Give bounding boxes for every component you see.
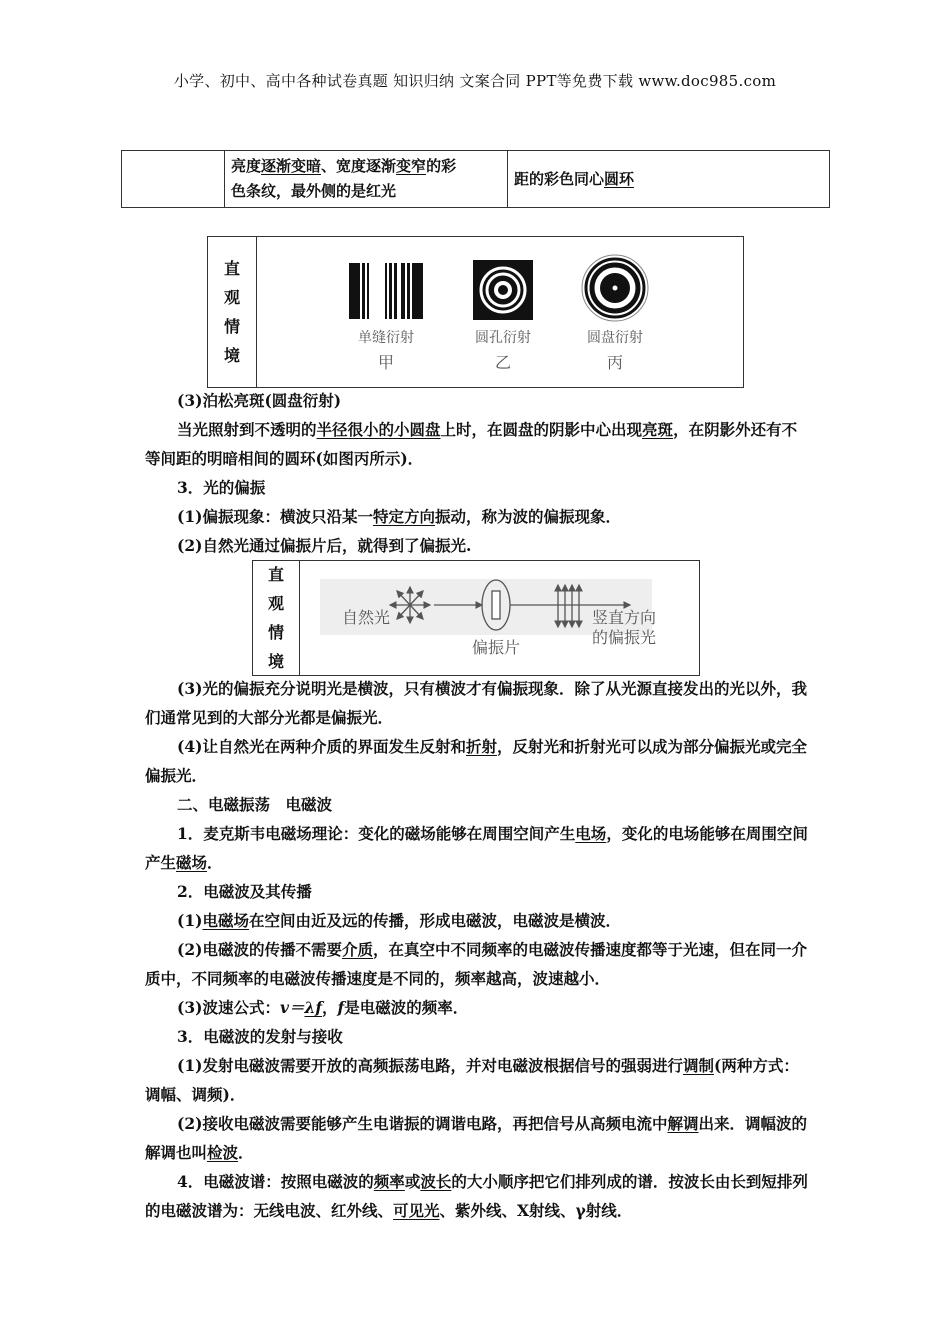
polarization-illustration bbox=[300, 561, 699, 675]
spectrum-paragraph: 4．电磁波谱：按照电磁波的频率或波长的大小顺序把它们排列成的谱．按波长由长到短排列的电磁波谱为：无线电波、红外线、可见光、紫外线、X射线、γ射线． bbox=[145, 1172, 808, 1220]
middle-cell: 亮度逐渐变暗、宽度逐渐变窄的彩 色条纹，最外侧的是红光 bbox=[225, 151, 508, 208]
transmission-item-1: (1)发射电磁波需要开放的高频振荡电路，并对电磁波根据信号的强弱进行调制(两种方式：调幅、调频)． bbox=[145, 1056, 799, 1104]
polarization-item-3: (3)光的偏振充分说明光是横波，只有横波才有偏振现象．除了从光源直接发出的光以外，我们通常见到的大部分光都是偏振光． bbox=[145, 679, 807, 727]
transmission-item-2: (2)接收电磁波需要能够产生电谐振的调谐电路，再把信号从高频电流中解调出来．调幅波的解调也叫检波． bbox=[145, 1114, 807, 1162]
mark-yi: 乙 bbox=[494, 353, 512, 372]
maxwell-theory: 1．麦克斯韦电磁场理论：变化的磁场能够在周围空间产生电场，变化的电场能够在周围空间产生磁场． bbox=[145, 824, 808, 872]
propagation-item-3: (3)波速公式：v＝λf，f是电磁波的频率． bbox=[177, 998, 469, 1017]
section-em-title: 二、电磁振荡 电磁波 bbox=[177, 795, 333, 814]
propagation-item-2: (2)电磁波的传播不需要介质，在真空中不同频率的电磁波传播速度都等于光速，但在同一介质中，不同频率的电磁波传播速度是不同的，频率越高，波速越小． bbox=[145, 940, 807, 988]
mark-jia: 甲 bbox=[377, 353, 395, 372]
right-cell: 距的彩色同心圆环 bbox=[508, 151, 830, 208]
output-label-1: 竖直方向 bbox=[592, 608, 657, 627]
single-slit-pattern bbox=[348, 262, 424, 320]
output-label-2: 的偏振光 bbox=[592, 628, 657, 647]
empty-cell bbox=[122, 151, 225, 208]
polarization-item-2: (2)自然光通过偏振片后，就得到了偏振光. bbox=[177, 536, 472, 555]
polarization-item-4: (4)让自然光在两种介质的界面发生反射和折射，反射光和折射光可以成为部分偏振光或完全偏振光． bbox=[145, 737, 807, 785]
caption-single-slit: 单缝衍射 bbox=[358, 330, 414, 346]
polarizer-label: 偏振片 bbox=[471, 638, 521, 657]
diffraction-figure-box bbox=[207, 236, 744, 388]
caption-circular-hole: 圆孔衍射 bbox=[475, 330, 531, 346]
polarization-figure-box bbox=[252, 560, 700, 676]
natural-light-label: 自然光 bbox=[342, 608, 391, 627]
figure-label: 直 观 情 境 bbox=[208, 237, 257, 387]
propagation-title: 2．电磁波及其传播 bbox=[177, 882, 312, 901]
polarization-item-1: (1)偏振现象：横波只沿某一特定方向振动，称为波的偏振现象． bbox=[177, 507, 621, 526]
caption-circular-disk: 圆盘衍射 bbox=[587, 330, 643, 346]
continued-table bbox=[121, 150, 830, 208]
diffraction-illustrations bbox=[257, 237, 743, 387]
figure-label: 直 观 情 境 bbox=[253, 561, 300, 675]
circular-disk-pattern bbox=[582, 255, 648, 321]
poisson-title: (3)泊松亮斑(圆盘衍射) bbox=[177, 391, 342, 410]
propagation-item-1: (1)电磁场在空间由近及远的传播，形成电磁波，电磁波是横波． bbox=[177, 911, 621, 930]
transmission-title: 3．电磁波的发射与接收 bbox=[177, 1027, 343, 1046]
polarization-title: 3．光的偏振 bbox=[177, 478, 266, 497]
page-header: 小学、初中、高中各种试卷真题 知识归纳 文案合同 PPT等免费下载 www.doc985.com bbox=[173, 72, 777, 90]
circular-hole-pattern bbox=[473, 260, 533, 320]
mark-bing: 丙 bbox=[606, 353, 624, 372]
poisson-paragraph: 当光照射到不透明的半径很小的小圆盘上时，在圆盘的阴影中心出现亮斑，在阴影外还有不等间距的明暗相间的圆环(如图丙所示)． bbox=[145, 420, 798, 468]
